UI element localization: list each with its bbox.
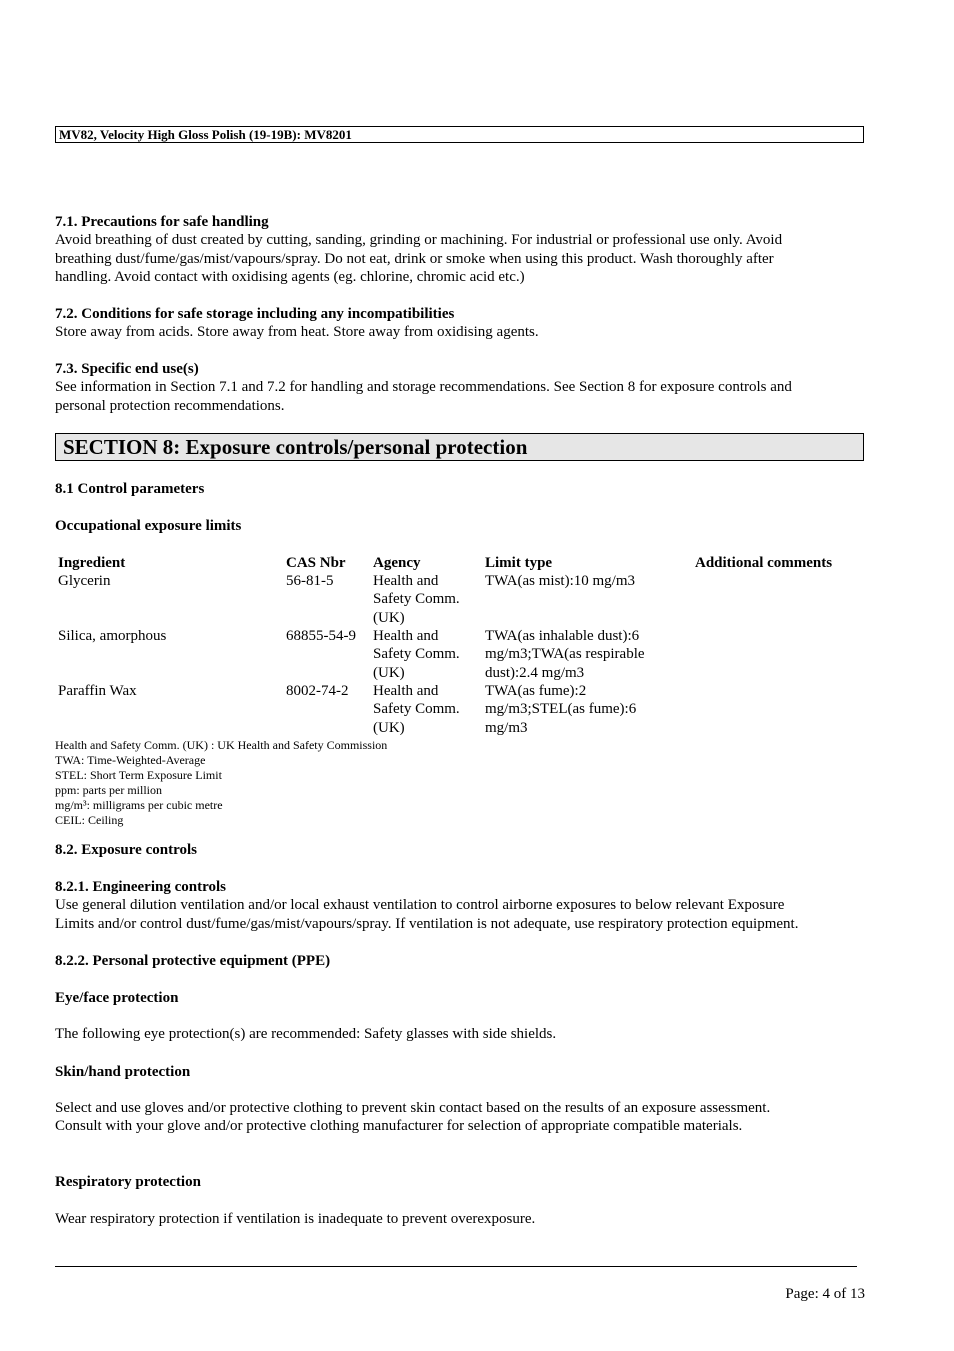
note-line: CEIL: Ceiling <box>55 812 124 827</box>
cell-limit-type <box>485 627 645 682</box>
section-8-2-1-line-2: Limits and/or control dust/fume/gas/mist/vapours/spray. If ventilation is not adequate, use respiratory protection equipment. <box>55 915 799 932</box>
section-7-3-heading: 7.3. Specific end use(s) <box>55 361 199 377</box>
limit-line: TWA(as fume):2 <box>485 683 587 699</box>
section-7-1 <box>55 213 855 286</box>
cell-agency <box>373 682 460 737</box>
document-header: MV82, Velocity High Gloss Polish (19-19B): MV8201 <box>55 126 864 143</box>
section-8-1-heading: 8.1 Control parameters <box>55 481 205 497</box>
section-7-1-line-2: breathing dust/fume/gas/mist/vapours/spray. Do not eat, drink or smoke when using this product. Wash thoroughly after <box>55 250 774 267</box>
section-7-2 <box>55 305 855 342</box>
skin-protection-heading: Skin/hand protection <box>55 1064 191 1080</box>
section-8-2-2-heading: 8.2.2. Personal protective equipment (PPE) <box>55 953 331 969</box>
section-8-2-1-heading: 8.2.1. Engineering controls <box>55 879 226 895</box>
page-number: Page: 4 of 13 <box>785 1286 865 1302</box>
agency-line: (UK) <box>373 609 405 626</box>
respiratory-protection-text: Wear respiratory protection if ventilation is inadequate to prevent overexposure. <box>55 1211 536 1227</box>
section-8-title: SECTION 8: Exposure controls/personal protection <box>55 433 864 461</box>
cell-agency <box>373 627 460 682</box>
cell-ingredient: Silica, amorphous <box>58 628 167 644</box>
section-7-3 <box>55 360 855 415</box>
section-8-2-heading: 8.2. Exposure controls <box>55 842 197 858</box>
header-cas: CAS Nbr <box>286 555 346 571</box>
limit-line: dust):2.4 mg/m3 <box>485 664 585 681</box>
header-agency: Agency <box>373 555 421 571</box>
skin-protection-text <box>55 1099 855 1136</box>
limit-line: TWA(as mist):10 mg/m3 <box>485 573 635 589</box>
skin-protection-line-1: Select and use gloves and/or protective clothing to prevent skin contact based on the results of an exposure assessment. <box>55 1100 771 1116</box>
note-line: Health and Safety Comm. (UK) : UK Health and Safety Commission <box>55 738 388 752</box>
agency-line: Health and <box>373 683 439 699</box>
limit-line: mg/m3;TWA(as respirable <box>485 646 645 663</box>
cell-cas: 56-81-5 <box>286 573 334 589</box>
note-line: STEL: Short Term Exposure Limit <box>55 767 222 782</box>
header-additional-comments: Additional comments <box>695 555 833 571</box>
agency-line: Health and <box>373 573 439 589</box>
footer-divider <box>55 1266 857 1267</box>
respiratory-protection-heading: Respiratory protection <box>55 1174 201 1190</box>
occupational-limits-heading: Occupational exposure limits <box>55 518 242 534</box>
skin-protection-line-2: Consult with your glove and/or protective clothing manufacturer for selection of appropriate compatible materials. <box>55 1118 743 1135</box>
cell-agency <box>373 572 460 627</box>
cell-ingredient: Glycerin <box>58 573 111 589</box>
note-line: mg/m³: milligrams per cubic metre <box>55 797 223 812</box>
limit-line: mg/m3;STEL(as fume):6 <box>485 701 637 718</box>
section-7-3-line-1: See information in Section 7.1 and 7.2 for handling and storage recommendations. See Section 8 for exposure controls and <box>55 379 792 396</box>
header-ingredient: Ingredient <box>58 555 126 571</box>
agency-line: Safety Comm. <box>373 701 460 718</box>
eye-protection-heading: Eye/face protection <box>55 990 179 1006</box>
section-7-2-line-1: Store away from acids. Store away from heat. Store away from oxidising agents. <box>55 324 539 341</box>
eye-protection-text: The following eye protection(s) are recommended: Safety glasses with side shields. <box>55 1026 557 1042</box>
limit-line: mg/m3 <box>485 719 528 736</box>
section-7-1-line-1: Avoid breathing of dust created by cutting, sanding, grinding or machining. For industrial or professional use only. Avoid <box>55 232 783 249</box>
agency-line: Safety Comm. <box>373 591 460 608</box>
abbreviation-notes <box>55 738 387 827</box>
agency-line: Safety Comm. <box>373 646 460 663</box>
cell-limit-type <box>485 682 636 737</box>
cell-ingredient: Paraffin Wax <box>58 683 137 699</box>
section-7-3-line-2: personal protection recommendations. <box>55 397 285 414</box>
section-8-2-1-line-1: Use general dilution ventilation and/or local exhaust ventilation to control airborne exposures to below relevant Exposure <box>55 897 785 914</box>
header-limit-type: Limit type <box>485 555 553 571</box>
limit-line: TWA(as inhalable dust):6 <box>485 628 640 644</box>
cell-limit-type <box>485 572 635 590</box>
section-7-1-line-3: handling. Avoid contact with oxidising agents (eg. chlorine, chromic acid etc.) <box>55 268 525 285</box>
section-7-1-heading: 7.1. Precautions for safe handling <box>55 214 269 230</box>
agency-line: Health and <box>373 628 439 644</box>
agency-line: (UK) <box>373 664 405 681</box>
note-line: TWA: Time-Weighted-Average <box>55 752 206 767</box>
section-8-2-1 <box>55 878 855 933</box>
cell-cas: 68855-54-9 <box>286 628 356 644</box>
note-line: ppm: parts per million <box>55 782 162 797</box>
cell-cas: 8002-74-2 <box>286 683 349 699</box>
section-7-2-heading: 7.2. Conditions for safe storage including any incompatibilities <box>55 306 455 322</box>
agency-line: (UK) <box>373 719 405 736</box>
